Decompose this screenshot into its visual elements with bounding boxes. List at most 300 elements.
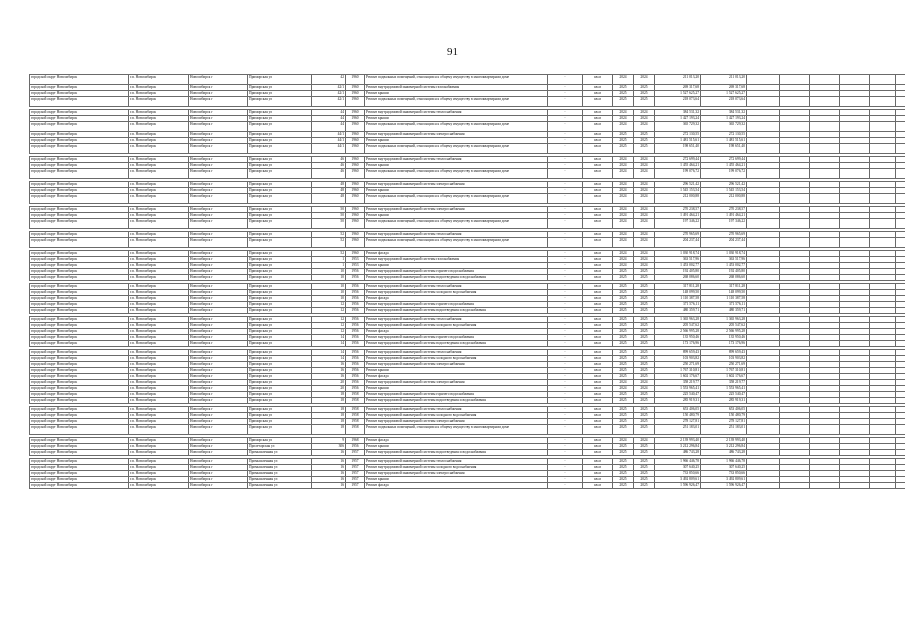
build-year-cell: 1960 [346,194,365,204]
start-year-cell: 2024 [613,182,634,188]
start-year-cell: 2025 [613,368,634,374]
street-cell: Приморская ул [248,392,312,398]
unit-cell: кв.м [583,425,613,435]
unit-cell: кв.м [583,392,613,398]
municipality-cell: городской округ Новосибирск [30,450,129,456]
settlement-cell: г.п. Новосибирск [129,362,189,368]
start-year-cell: 2025 [613,444,634,450]
house-number-cell: 10 [312,290,346,296]
street-cell: Приморская ул [248,275,312,281]
cost-cell: 3 492 809,61 [655,477,701,483]
start-year-cell: 2025 [613,413,634,419]
settlement-cell: г.п. Новосибирск [129,419,189,425]
settlement-cell: г.п. Новосибирск [129,182,189,188]
street-cell: Приморская ул [248,194,312,204]
house-number-cell: 16 [312,362,346,368]
settlement-cell: г.п. Новосибирск [129,157,189,163]
work-type-cell: Ремонт внутридомовой инженерной системы теплоснабжения [365,232,548,238]
start-year-cell: 2025 [613,91,634,97]
total-cost-cell: 1 602 176,67 [701,374,747,380]
unit-cell: кв.м [583,413,613,419]
street-cell: Приморская ул [248,144,312,154]
locality-cell: Новосибирск г [189,188,248,194]
start-year-cell: 2024 [613,194,634,204]
empty-cell [810,75,840,85]
build-year-cell: 1956 [346,335,365,341]
municipality-cell: городской округ Новосибирск [30,122,129,132]
locality-cell: Новосибирск г [189,438,248,444]
cost-cell: 250 271,69 [655,362,701,368]
build-year-cell: 1956 [346,380,365,386]
blank-cell: - [548,85,583,91]
total-cost-cell: 365 729,32 [701,122,747,132]
end-year-cell: 2025 [634,138,655,144]
house-number-cell: 18 [312,419,346,425]
unit-cell: кв.м [583,269,613,275]
unit-cell: кв.м [583,465,613,471]
total-cost-cell: 197 346,22 [701,219,747,229]
settlement-cell: г.п. Новосибирск [129,194,189,204]
cost-cell: 358 219,77 [655,380,701,386]
total-cost-cell: 899 659,43 [701,350,747,356]
table-row [30,169,905,179]
work-type-cell: Ремонт подвальных помещений, относящихся к общему имуществу в многоквартирном доме [365,194,548,204]
end-year-cell: 2024 [634,169,655,179]
end-year-cell: 2025 [634,290,655,296]
locality-cell: Новосибирск г [189,450,248,456]
work-type-cell: Ремонт крыши [365,213,548,219]
cost-cell: 225 540,47 [655,392,701,398]
street-cell: Приморская ул [248,116,312,122]
unit-cell: кв.м [583,194,613,204]
settlement-cell: г.п. Новосибирск [129,341,189,347]
end-year-cell: 2025 [634,368,655,374]
start-year-cell: 2024 [613,257,634,263]
work-type-cell: Ремонт подвальных помещений, относящихся к общему имуществу в многоквартирном доме [365,122,548,132]
empty-cell [840,194,870,204]
house-number-cell: 14 [312,356,346,362]
house-number-cell: 44 [312,110,346,116]
start-year-cell: 2025 [613,419,634,425]
municipality-cell: городской округ Новосибирск [30,444,129,450]
locality-cell: Новосибирск г [189,362,248,368]
start-year-cell: 2024 [613,213,634,219]
table-row [30,144,905,154]
work-type-cell: Ремонт внутридомовой инженерной системы горячего водоснабжения [365,392,548,398]
cost-cell: 204 237,44 [655,238,701,248]
start-year-cell: 2025 [613,302,634,308]
start-year-cell: 2025 [613,335,634,341]
empty-cell [810,169,840,179]
work-type-cell: Ремонт внутридомовой инженерной системы водоотведения и водоснабжения [365,308,548,314]
unit-cell: кв.м [583,356,613,362]
municipality-cell: городской округ Новосибирск [30,110,129,116]
end-year-cell: 2024 [634,75,655,85]
municipality-cell: городской округ Новосибирск [30,188,129,194]
locality-cell: Новосибирск г [189,122,248,132]
empty-cell [810,425,840,435]
unit-cell: кв.м [583,398,613,404]
work-type-cell: Ремонт внутридомовой инженерной системы газоснабжения [365,85,548,91]
locality-cell: Новосибирск г [189,477,248,483]
empty-cell [870,219,896,229]
build-year-cell: 1968 [346,438,365,444]
blank-cell: - [548,257,583,263]
street-cell: Приморская ул [248,290,312,296]
house-number-cell: 306 [312,444,346,450]
locality-cell: Новосибирск г [189,483,248,489]
total-cost-cell: 269 317,68 [701,85,747,91]
total-cost-cell: 296 521,42 [701,182,747,188]
total-cost-cell: 384 531,32 [701,110,747,116]
empty-cell [840,169,870,179]
unit-cell: кв.м [583,374,613,380]
blank-cell: - [548,362,583,368]
house-number-cell: 1 [312,257,346,263]
end-year-cell: 2025 [634,483,655,489]
locality-cell: Новосибирск г [189,97,248,107]
build-year-cell: 1956 [346,356,365,362]
cost-cell: 296 521,42 [655,182,701,188]
empty-cell [840,238,870,248]
start-year-cell: 2024 [613,110,634,116]
work-type-cell: Ремонт внутридомовой инженерной системы теплоснабжения [365,284,548,290]
house-number-cell: 44 [312,116,346,122]
house-number-cell: 16 [312,368,346,374]
blank-cell: - [548,341,583,347]
work-type-cell: Ремонт крыши [365,386,548,392]
end-year-cell: 2025 [634,465,655,471]
end-year-cell: 2025 [634,477,655,483]
work-type-cell: Ремонт внутридомовой инженерной системы горячего водоснабжения [365,335,548,341]
blank-cell: - [548,350,583,356]
municipality-cell: городской округ Новосибирск [30,97,129,107]
build-year-cell: 1958 [346,392,365,398]
total-cost-cell: 307 640,25 [701,465,747,471]
locality-cell: Новосибирск г [189,471,248,477]
house-number-cell: 16 [312,471,346,477]
street-cell: Приморская ул [248,296,312,302]
municipality-cell: городской округ Новосибирск [30,335,129,341]
work-type-cell: Ремонт подвальных помещений, относящихся к общему имуществу в многоквартирном доме [365,75,548,85]
unit-cell: кв.м [583,302,613,308]
work-type-cell: Ремонт крыши [365,368,548,374]
house-number-cell: 1 [312,263,346,269]
build-year-cell: 1956 [346,284,365,290]
locality-cell: Новосибирск г [189,386,248,392]
house-number-cell: 14 [312,335,346,341]
start-year-cell: 2025 [613,398,634,404]
house-number-cell: 50 [312,213,346,219]
total-cost-cell: 1 481 515,61 [701,138,747,144]
settlement-cell: г.п. Новосибирск [129,329,189,335]
house-number-cell: 48 [312,188,346,194]
street-cell: Приморская ул [248,386,312,392]
total-cost-cell: 268 086,60 [701,275,747,281]
unit-cell: кв.м [583,85,613,91]
build-year-cell: 1958 [346,425,365,435]
work-type-cell: Ремонт внутридомовой инженерной системы холодного водоснабжения [365,290,548,296]
work-type-cell: Ремонт внутридомовой инженерной системы водоотведения и водоснабжения [365,450,548,456]
locality-cell: Новосибирск г [189,284,248,290]
house-number-cell: 48 [312,182,346,188]
empty-cell [780,425,810,435]
cost-cell: 173 176,96 [655,341,701,347]
empty-cell [810,144,840,154]
start-year-cell: 2025 [613,138,634,144]
build-year-cell: 1956 [346,329,365,335]
build-year-cell: 1957 [346,483,365,489]
unit-cell: кв.м [583,257,613,263]
build-year-cell: 1960 [346,144,365,154]
empty-cell [780,97,810,107]
empty-cell [747,97,780,107]
cost-cell: 1 596 926,47 [655,483,701,489]
unit-cell: кв.м [583,219,613,229]
locality-cell: Новосибирск г [189,263,248,269]
total-cost-cell: 1 491 464,21 [701,213,747,219]
locality-cell: Новосибирск г [189,407,248,413]
empty-cell [810,122,840,132]
municipality-cell: городской округ Новосибирск [30,257,129,263]
end-year-cell: 2025 [634,296,655,302]
end-year-cell: 2025 [634,132,655,138]
build-year-cell: 1958 [346,419,365,425]
work-type-cell: Ремонт фасада [365,438,548,444]
municipality-cell: городской округ Новосибирск [30,275,129,281]
start-year-cell: 2025 [613,341,634,347]
blank-cell: - [548,75,583,85]
total-cost-cell: 1 110 387,58 [701,296,747,302]
unit-cell: кв.м [583,97,613,107]
unit-cell: кв.м [583,163,613,169]
cost-cell: 365 729,32 [655,122,701,132]
settlement-cell: г.п. Новосибирск [129,374,189,380]
street-cell: Приморская ул [248,302,312,308]
settlement-cell: г.п. Новосибирск [129,407,189,413]
blank-cell: - [548,284,583,290]
settlement-cell: г.п. Новосибирск [129,75,189,85]
locality-cell: Новосибирск г [189,302,248,308]
end-year-cell: 2024 [634,188,655,194]
build-year-cell: 1958 [346,398,365,404]
total-cost-cell: 480 359,71 [701,308,747,314]
total-cost-cell: 251 183,01 [701,425,747,435]
total-cost-cell: 2 139 993,40 [701,438,747,444]
blank-cell: - [548,380,583,386]
unit-cell: кв.м [583,477,613,483]
unit-cell: кв.м [583,188,613,194]
end-year-cell: 2025 [634,85,655,91]
total-cost-cell: 1 545 153,54 [701,188,747,194]
start-year-cell: 2024 [613,207,634,213]
unit-cell: кв.м [583,308,613,314]
end-year-cell: 2025 [634,413,655,419]
build-year-cell: 1960 [346,182,365,188]
unit-cell: кв.м [583,471,613,477]
cost-cell: 371 576,11 [655,302,701,308]
empty-cell [780,75,810,85]
locality-cell: Новосибирск г [189,85,248,91]
house-number-cell: 14 [312,350,346,356]
end-year-cell: 2025 [634,329,655,335]
work-type-cell: Ремонт фасада [365,251,548,257]
cost-cell: 2 566 995,28 [655,329,701,335]
street-cell: Приморская ул [248,419,312,425]
work-type-cell: Ремонт крыши [365,138,548,144]
cost-cell: 269 317,68 [655,85,701,91]
cost-cell: 1 365 963,28 [655,317,701,323]
municipality-cell: городской округ Новосибирск [30,477,129,483]
end-year-cell: 2024 [634,380,655,386]
start-year-cell: 2025 [613,323,634,329]
end-year-cell: 2025 [634,91,655,97]
blank-cell: - [548,477,583,483]
street-cell: Пролетарская ул [248,444,312,450]
locality-cell: Новосибирск г [189,238,248,248]
house-number-cell: 18 [312,398,346,404]
blank-cell: - [548,269,583,275]
house-number-cell: 42/1 [312,91,346,97]
unit-cell: кв.м [583,232,613,238]
unit-cell: кв.м [583,122,613,132]
house-number-cell: 12 [312,302,346,308]
locality-cell: Новосибирск г [189,329,248,335]
empty-cell [896,219,905,229]
work-type-cell: Ремонт подвальных помещений, относящихся к общему имуществу в многоквартирном доме [365,238,548,248]
blank-cell: - [548,471,583,477]
build-year-cell: 1956 [346,290,365,296]
street-cell: Приморская ул [248,238,312,248]
build-year-cell: 1960 [346,75,365,85]
cost-cell: 486 743,28 [655,450,701,456]
municipality-cell: городской округ Новосибирск [30,398,129,404]
work-type-cell: Ремонт крыши [365,116,548,122]
municipality-cell: городской округ Новосибирск [30,380,129,386]
total-cost-cell: 135 950,46 [701,335,747,341]
build-year-cell: 1960 [346,169,365,179]
table-row [30,483,905,489]
locality-cell: Новосибирск г [189,219,248,229]
empty-cell [896,144,905,154]
total-cost-cell: 317 811,28 [701,284,747,290]
work-type-cell: Ремонт внутридомовой инженерной системы горячего водоснабжения [365,269,548,275]
settlement-cell: г.п. Новосибирск [129,132,189,138]
start-year-cell: 2025 [613,85,634,91]
municipality-cell: городской округ Новосибирск [30,392,129,398]
total-cost-cell: 1 553 965,41 [701,386,747,392]
build-year-cell: 1960 [346,132,365,138]
unit-cell: кв.м [583,362,613,368]
locality-cell: Новосибирск г [189,232,248,238]
start-year-cell: 2024 [613,116,634,122]
settlement-cell: г.п. Новосибирск [129,398,189,404]
empty-cell [780,169,810,179]
street-cell: Промышленная ул [248,471,312,477]
start-year-cell: 2024 [613,438,634,444]
municipality-cell: городской округ Новосибирск [30,350,129,356]
street-cell: Приморская ул [248,317,312,323]
work-type-cell: Ремонт внутридомовой инженерной системы водоотведения и водоснабжения [365,275,548,281]
blank-cell: - [548,275,583,281]
house-number-cell: 50 [312,219,346,229]
municipality-cell: городской округ Новосибирск [30,132,129,138]
settlement-cell: г.п. Новосибирск [129,308,189,314]
street-cell: Приморская ул [248,269,312,275]
work-type-cell: Ремонт внутридомовой инженерной системы теплоснабжения [365,407,548,413]
house-number-cell: 42 [312,75,346,85]
empty-cell [810,483,840,489]
empty-cell [840,144,870,154]
empty-cell [810,238,840,248]
end-year-cell: 2025 [634,350,655,356]
unit-cell: кв.м [583,483,613,489]
end-year-cell: 2025 [634,444,655,450]
blank-cell: - [548,194,583,204]
total-cost-cell: 3 492 809,61 [701,477,747,483]
empty-cell [870,425,896,435]
work-type-cell: Ремонт внутридомовой инженерной системы теплоснабжения [365,157,548,163]
municipality-cell: городской округ Новосибирск [30,219,129,229]
street-cell: Приморская ул [248,323,312,329]
unit-cell: кв.м [583,438,613,444]
unit-cell: кв.м [583,386,613,392]
empty-cell [810,194,840,204]
unit-cell: кв.м [583,380,613,386]
cost-cell: 1 553 965,41 [655,386,701,392]
total-cost-cell: 173 176,96 [701,341,747,347]
empty-cell [840,219,870,229]
work-type-cell: Ремонт внутридомовой инженерной системы электроснабжения [365,419,548,425]
settlement-cell: г.п. Новосибирск [129,296,189,302]
street-cell: Приморская ул [248,341,312,347]
municipality-cell: городской округ Новосибирск [30,368,129,374]
unit-cell: кв.м [583,317,613,323]
street-cell: Приморская ул [248,263,312,269]
street-cell: Приморская ул [248,335,312,341]
end-year-cell: 2024 [634,219,655,229]
total-cost-cell: 1 453 002,77 [701,263,747,269]
locality-cell: Новосибирск г [189,419,248,425]
build-year-cell: 1960 [346,188,365,194]
table-row [30,122,905,132]
house-number-cell: 20 [312,380,346,386]
street-cell: Промышленная ул [248,450,312,456]
house-number-cell: 52 [312,238,346,248]
build-year-cell: 1953 [346,263,365,269]
total-cost-cell: 1 030 918,74 [701,251,747,257]
street-cell: Приморская ул [248,207,312,213]
total-cost-cell: 363 517,96 [701,257,747,263]
end-year-cell: 2024 [634,116,655,122]
build-year-cell: 1956 [346,362,365,368]
municipality-cell: городской округ Новосибирск [30,317,129,323]
locality-cell: Новосибирск г [189,157,248,163]
unit-cell: кв.м [583,110,613,116]
house-number-cell: 10 [312,296,346,302]
street-cell: Приморская ул [248,75,312,85]
settlement-cell: г.п. Новосибирск [129,438,189,444]
empty-cell [870,122,896,132]
end-year-cell: 2025 [634,284,655,290]
blank-cell: - [548,169,583,179]
house-number-cell: 16 [312,374,346,380]
street-cell: Приморская ул [248,163,312,169]
municipality-cell: городской округ Новосибирск [30,116,129,122]
settlement-cell: г.п. Новосибирск [129,459,189,465]
blank-cell: - [548,110,583,116]
settlement-cell: г.п. Новосибирск [129,392,189,398]
